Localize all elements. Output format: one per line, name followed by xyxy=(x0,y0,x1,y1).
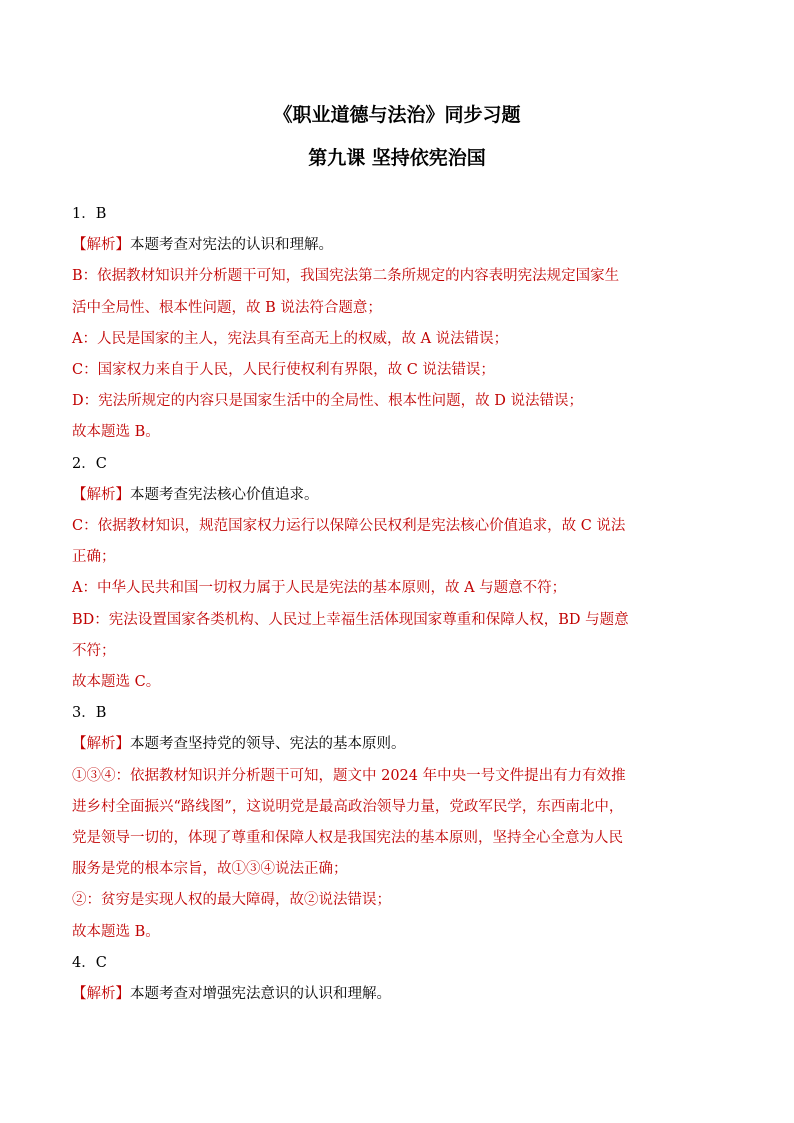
analysis-label: 【解析】 xyxy=(72,486,130,503)
explanation-line: A：人民是国家的主人，宪法具有至高无上的权威，故 A 说法错误； xyxy=(72,330,509,347)
explanation-line: 活中全局性、根本性问题，故 B 说法符合题意； xyxy=(72,299,382,316)
explanation-line: 进乡村全面振兴“路线图”，这说明党是最高政治领导力量，党政军民学，东西南北中， xyxy=(72,798,624,815)
analysis-text: 本题考查对增强宪法意识的认识和理解。 xyxy=(130,986,391,1002)
analysis-line xyxy=(72,235,732,255)
answer-key-line: 4．C xyxy=(72,954,107,971)
explanation-line: 党是领导一切的，体现了尊重和保障人权是我国宪法的基本原则，坚持全心全意为人民 xyxy=(72,830,623,846)
explanation-line: A：中华人民共和国一切权力属于人民是宪法的基本原则，故 A 与题意不符； xyxy=(72,580,567,597)
analysis-label: 【解析】 xyxy=(72,237,130,254)
answer-key-line: 1．B xyxy=(72,206,107,222)
analysis-line xyxy=(72,734,732,754)
explanation-line: ①③④：依据教材知识并分析题干可知，题文中 2024 年中央一号文件提出有力有效推 xyxy=(72,767,626,784)
explanation-line: 服务是党的根本宗旨，故①③④说法正确； xyxy=(72,861,348,878)
lesson-subtitle: 第九课 坚持依宪治国 xyxy=(308,147,486,169)
analysis-label: 【解析】 xyxy=(72,986,130,1002)
answer-key-line: 3．B xyxy=(72,705,107,722)
analysis-text: 本题考查宪法核心价值追求。 xyxy=(130,486,319,503)
explanation-line: C：依据教材知识，规范国家权力运行以保障公民权利是宪法核心价值追求，故 C 说法 xyxy=(72,518,626,534)
explanation-line: B：依据教材知识并分析题干可知，我国宪法第二条所规定的内容表明宪法规定国家生 xyxy=(72,268,620,285)
explanation-line: 故本题选 B。 xyxy=(72,923,160,940)
analysis-text: 本题考查坚持党的领导、宪法的基本原则。 xyxy=(130,736,406,753)
analysis-text: 本题考查对宪法的认识和理解。 xyxy=(130,237,333,254)
explanation-line: D：宪法所规定的内容只是国家生活中的全局性、根本性问题，故 D 说法错误； xyxy=(72,393,583,410)
analysis-label: 【解析】 xyxy=(72,736,130,753)
document-title: 《职业道德与法治》同步习题 xyxy=(273,104,521,126)
explanation-line: BD：宪法设置国家各类机构、人民过上幸福生活体现国家尊重和保障人权，BD 与题意 xyxy=(72,611,629,628)
answer-key-line: 2．C xyxy=(72,455,107,472)
analysis-line xyxy=(72,984,732,1004)
analysis-line xyxy=(72,485,732,505)
explanation-line: 不符； xyxy=(72,642,116,659)
explanation-line: 故本题选 C。 xyxy=(72,674,161,690)
explanation-line: 故本题选 B。 xyxy=(72,424,160,441)
explanation-line: ②：贫穷是实现人权的最大障碍，故②说法错误； xyxy=(72,892,391,909)
explanation-line: 正确； xyxy=(72,549,116,566)
explanation-line: C：国家权力来自于人民，人民行使权利有界限，故 C 说法错误； xyxy=(72,362,495,378)
